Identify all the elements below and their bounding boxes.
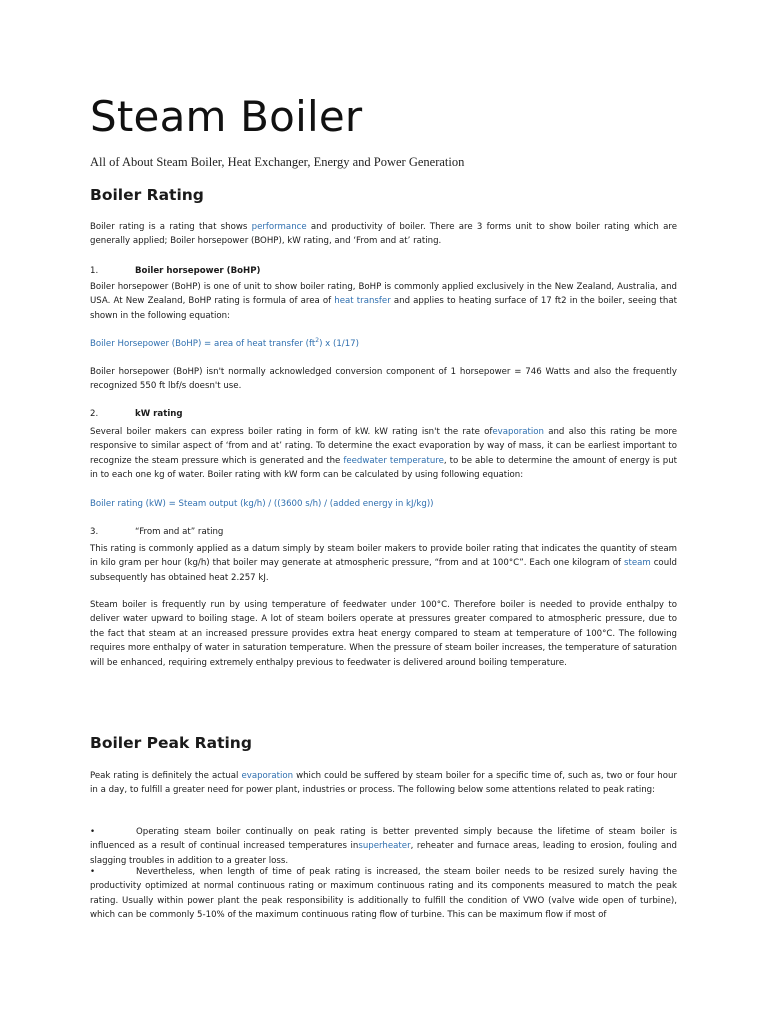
link-heat-transfer[interactable]: heat transfer [334, 296, 391, 307]
link-superheater[interactable]: superheater [358, 841, 411, 852]
paragraph-bohp: Boiler horsepower (BoHP) is one of unit to show boiler rating, BoHP is commonly applied exclusively in the New Zealand, Australia, and USA. At New Zealand, BoHP rating is formula of area of heat transfer and applies to heating surface of 17 ft2 in the boiler, seeing that shown in the following equation: [90, 282, 677, 321]
equation-kw: Boiler rating (kW) = Steam output (kg/h) / ((3600 s/h) / (added energy in kJ/kg)) [90, 499, 434, 509]
bullet-marker: • [90, 867, 96, 877]
paragraph-peak-intro: Peak rating is definitely the actual evaporation which could be suffered by steam boiler for a specific time of, such as, two or four hour in a day, to fulfill a greater need for power plant, industries or process. The following below some attentions related to peak rating: [90, 771, 677, 796]
bullet-item-2: • Nevertheless, when length of time of peak rating is increased, the steam boiler needs to be resized surely having the productivity optimized at normal continuous rating or maximum continuous rating and its components measured to match the peak rating. Usually within power plant the peak responsibility is additionally to fulfill the condition of VWO (valve wide open of turbine), which can be commonly 5-10% of the maximum continuous rating flow of turbine. This can be maximum flow if most of [90, 867, 677, 921]
paragraph-from-and-at: This rating is commonly applied as a datum simply by steam boiler makers to provide boiler rating that indicates the quantity of steam in kilo gram per hour (kg/h) that boiler may generate at atmospheric pressure, “from and at 100°C”. Each one kilogram of steam could subsequently has obtained heat 2.257 kJ. [90, 544, 677, 583]
item-1-heading: 1. Boiler horsepower (BoHP) [90, 266, 261, 276]
heading-boiler-peak-rating: Boiler Peak Rating [90, 734, 252, 752]
page-title: Steam Boiler [90, 92, 363, 141]
page-subtitle: All of About Steam Boiler, Heat Exchanger, Energy and Power Generation [90, 155, 465, 169]
link-feedwater-temperature[interactable]: feedwater temperature [343, 455, 444, 466]
link-performance[interactable]: performance [251, 222, 307, 232]
paragraph-feedwater-enthalpy: Steam boiler is frequently run by using temperature of feedwater under 100°C. Therefore boiler is needed to provide enthalpy to deliver water upward to boiling stage. A lot of steam boilers operate at pressures greater compared to atmospheric pressure, due to the fact that steam at an increased pressure provides extra heat energy compared to steam at temperature of 100°C. The following requires more enthalpy of water in saturation temperature. When the pressure of steam boiler increases, the temperature of saturation will be enhanced, requiring extremely enthalpy previous to feedwater is delivered around boiling temperature. [90, 600, 677, 668]
link-evaporation[interactable]: evaporation [492, 427, 544, 437]
paragraph-bohp-conversion: Boiler horsepower (BoHP) isn't normally acknowledged conversion component of 1 horsepower = 746 Watts and also the frequently recognized 550 ft lbf/s doesn't use. [90, 367, 677, 392]
link-steam[interactable]: steam [623, 558, 651, 569]
bullet-item-1: • Operating steam boiler continually on peak rating is better prevented simply because the lifetime of steam boiler is influenced as a result of continual increased temperatures insuperheater, reheater and furnace areas, leading to erosion, fouling and slagging troubles in addition to a greater loss. [90, 827, 677, 866]
link-evaporation-2[interactable]: evaporation [241, 771, 294, 781]
bullet-marker: • [90, 827, 96, 837]
equation-bohp: Boiler Horsepower (BoHP) = area of heat transfer $(ft^2)$ x (1/17) [90, 337, 359, 349]
paragraph-kw-rating: Several boiler makers can express boiler rating in form of kW. kW rating isn't the rate ofevaporation and also this rating be more responsive to similar aspect of ‘from and at’ rating. To determine the exact evaporation by way of mass, it can be earliest important to recognize the steam pressure which is generated and the feedwater temperature, to be able to determine the amount of energy is put in to each one kg of water. Boiler rating with kW form can be calculated by using following equation: [90, 427, 678, 481]
heading-boiler-rating: Boiler Rating [90, 186, 204, 204]
item-3-heading: 3. “From and at” rating [90, 527, 224, 537]
paragraph-rating-intro: Boiler rating is a rating that shows performance and productivity of boiler. There are 3 forms unit to show boiler rating which are generally applied; Boiler horsepower (BOHP), kW rating, and ‘From and at’ rating. [90, 222, 677, 247]
item-2-heading: 2. kW rating [90, 409, 183, 419]
